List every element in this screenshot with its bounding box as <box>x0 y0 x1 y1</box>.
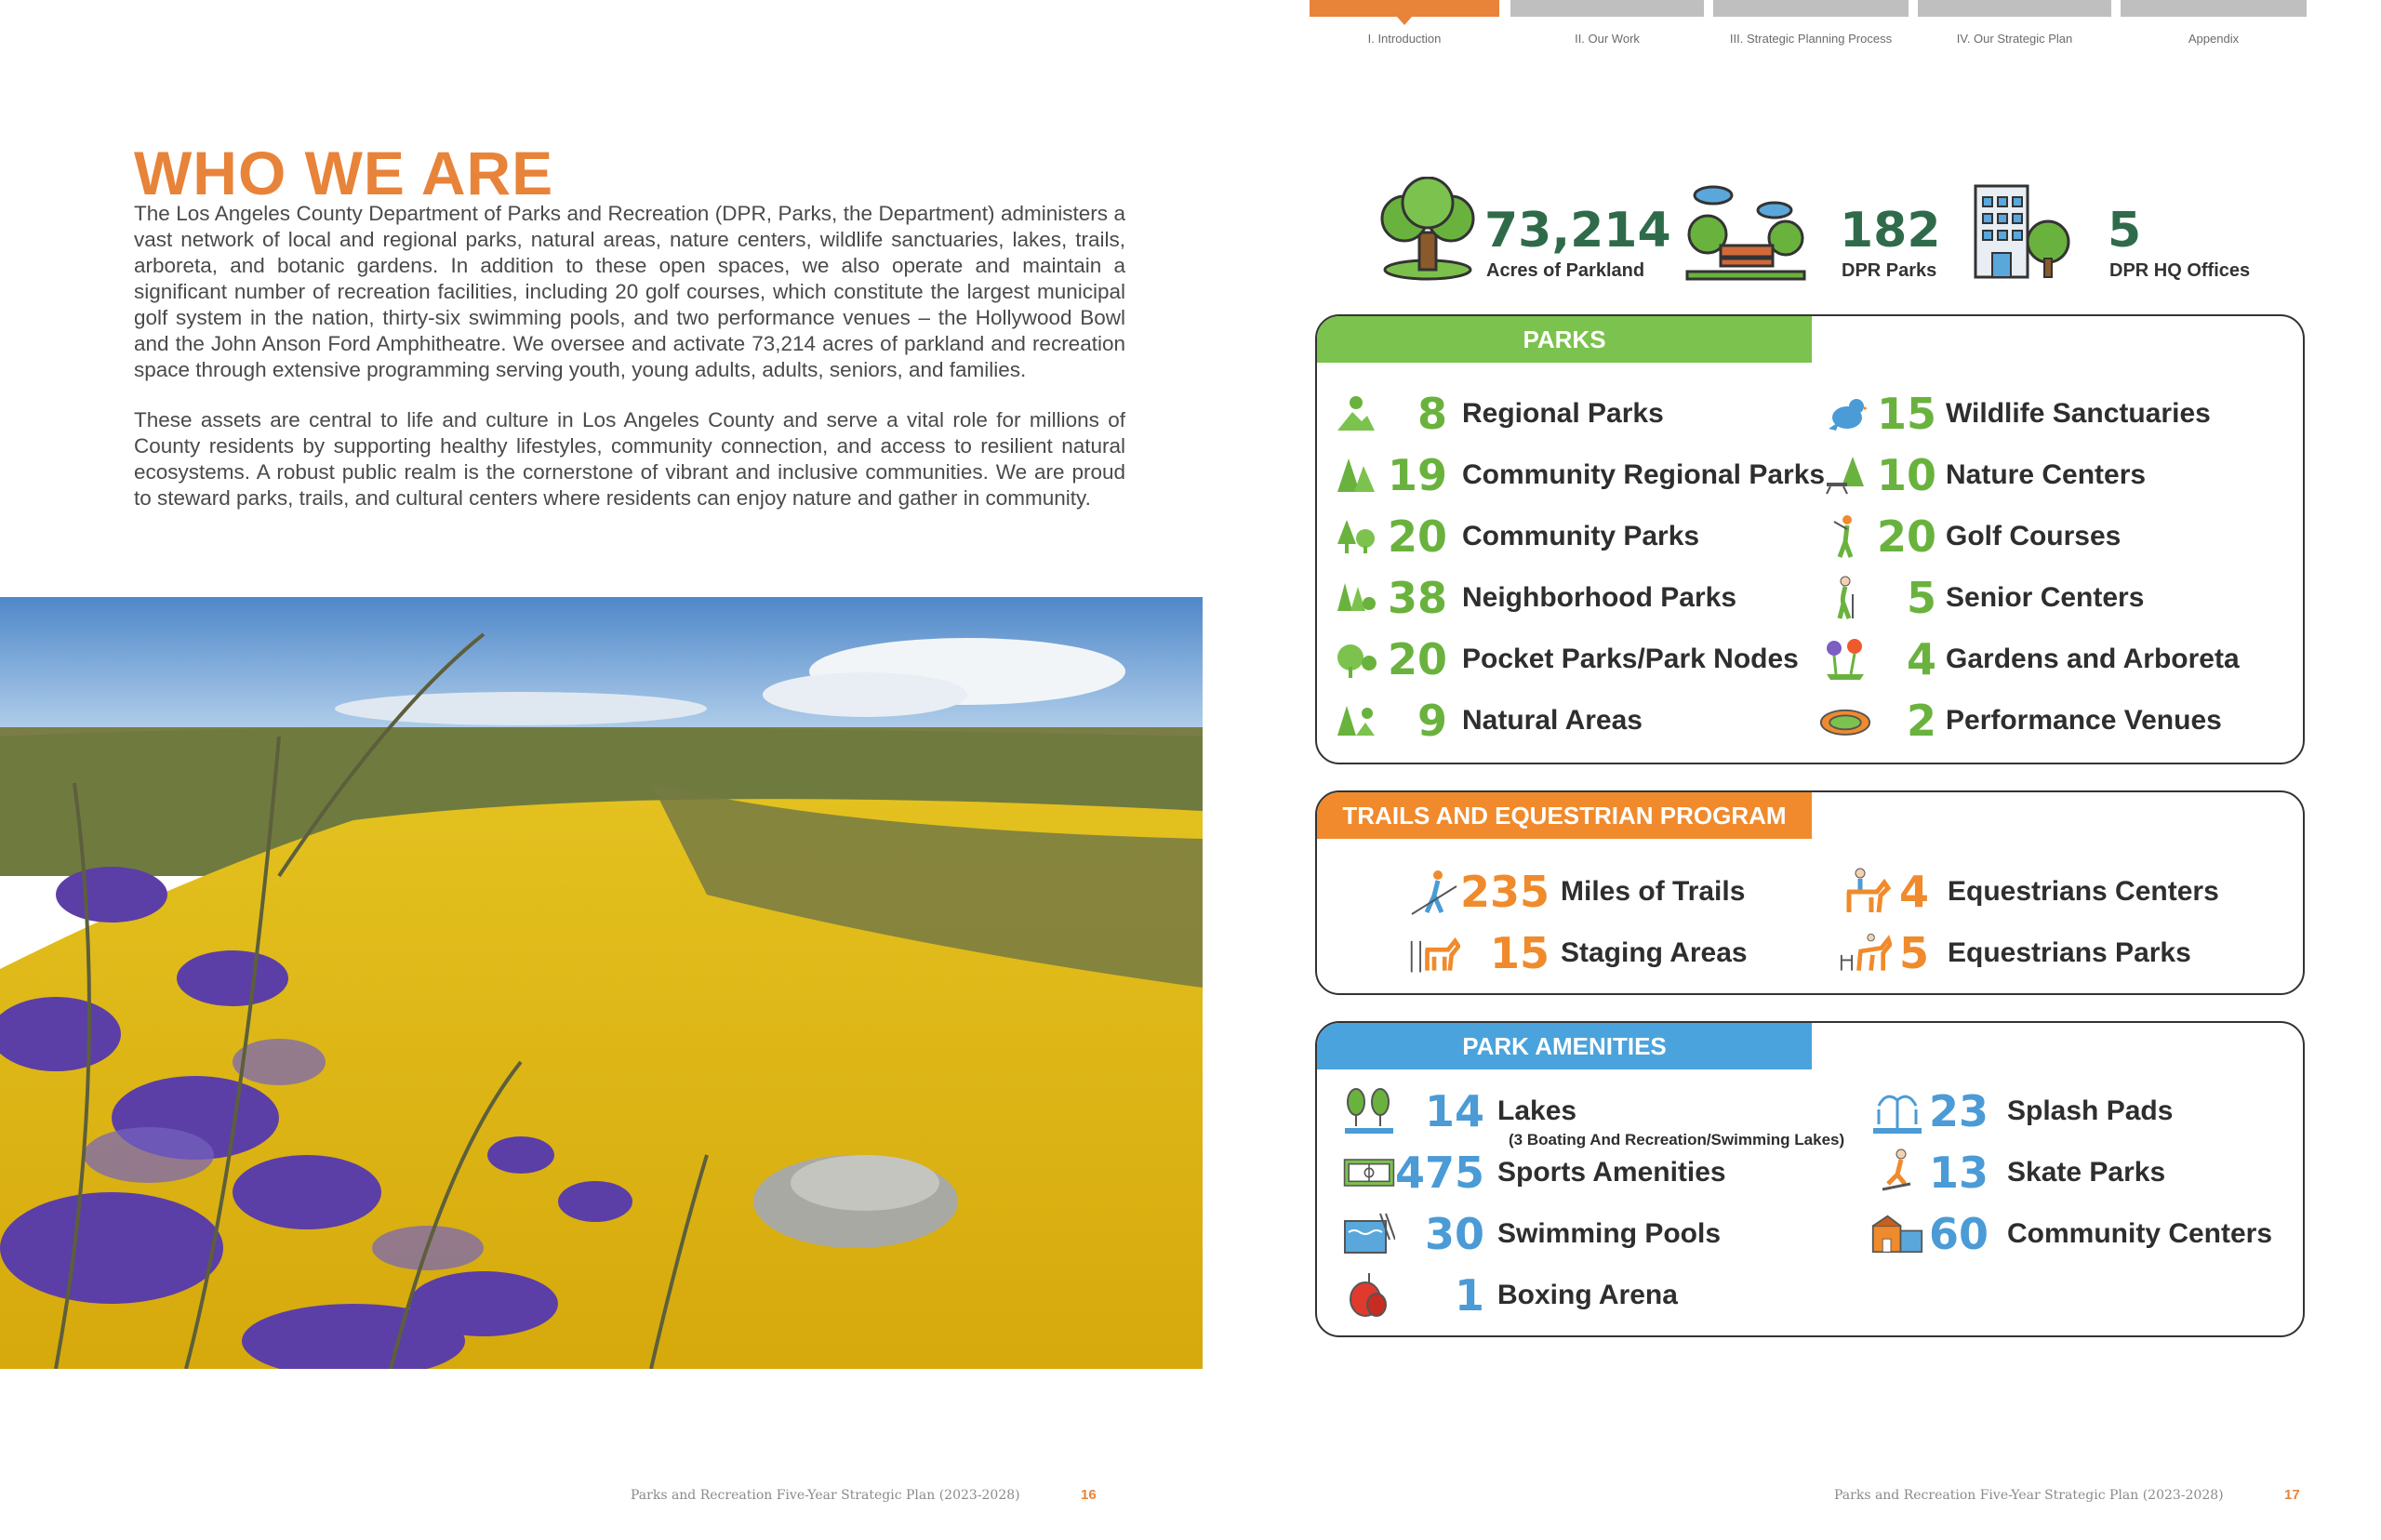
pine-trees-icon <box>1330 450 1382 500</box>
hiker-icon <box>1408 867 1460 917</box>
amenities-heading: PARK AMENITIES <box>1317 1023 1812 1069</box>
dpr-parks-value: 182 <box>1840 203 1941 259</box>
stat-neighborhood-parks: 38 Neighborhood Parks <box>1330 573 1736 623</box>
tree-icon <box>1377 177 1479 285</box>
stat-natural-areas: 9 Natural Areas <box>1330 696 1643 746</box>
horse-jump-icon <box>1840 928 1892 978</box>
acres-label: Acres of Parkland <box>1486 260 1645 281</box>
tab-introduction[interactable]: I. Introduction <box>1310 0 1499 45</box>
hq-offices-label: DPR HQ Offices <box>2109 260 2251 281</box>
trails-heading: TRAILS AND EQUESTRIAN PROGRAM <box>1317 792 1812 839</box>
intro-paragraph-2: These assets are central to life and culture in Los Angeles County and serve a vital role for millions of County residents by supporting healthy lifestyles, community connection, and access to resilient natural ecosystems. A robust public realm is the cornerstone of vibrant and inclusive communities. We are proud to steward parks, trails, and cultural centers where residents can enjoy nature and gather in community. <box>134 408 1125 510</box>
small-trees-icon <box>1330 634 1382 684</box>
page-title: WHO WE ARE <box>134 139 554 207</box>
stat-splash-pads: 23 Splash Pads <box>1871 1086 2173 1136</box>
stat-performance-venues: 2 Performance Venues <box>1819 696 2222 746</box>
stat-community-centers: 60 Community Centers <box>1871 1209 2272 1259</box>
senior-icon <box>1819 573 1871 623</box>
amenities-box <box>1315 1021 2305 1337</box>
office-building-icon <box>1970 177 2074 285</box>
stat-nature-centers: 10 Nature Centers <box>1819 450 2146 500</box>
footer-left-text: Parks and Recreation Five-Year Strategic Plan (2023-2028) <box>631 1488 1020 1503</box>
amphitheatre-icon <box>1819 696 1871 746</box>
trees-icon <box>1330 511 1382 562</box>
page-number-right: 17 <box>2284 1487 2300 1503</box>
sports-field-icon <box>1343 1148 1395 1198</box>
active-tab-arrow-icon <box>1397 17 1412 25</box>
pool-icon <box>1343 1209 1395 1259</box>
stat-wildlife-sanctuaries: 15 Wildlife Sanctuaries <box>1819 389 2211 439</box>
flowers-icon <box>1819 634 1871 684</box>
acres-value: 73,214 <box>1484 203 1671 259</box>
park-bench-icon <box>1685 177 1806 285</box>
stat-equestrian-centers: 4 Equestrians Centers <box>1840 867 2219 917</box>
community-center-icon <box>1871 1209 1923 1259</box>
mountain-sun-icon <box>1330 389 1382 439</box>
stat-staging-areas: 15 Staging Areas <box>1408 928 1748 978</box>
hq-offices-value: 5 <box>2108 203 2142 259</box>
boxing-gloves-icon <box>1343 1270 1395 1321</box>
lakes-note: (3 Boating And Recreation/Swimming Lakes) <box>1509 1131 1845 1148</box>
fountain-icon <box>1871 1086 1923 1136</box>
stat-pocket-parks: 20 Pocket Parks/Park Nodes <box>1330 634 1799 684</box>
stat-senior-centers: 5 Senior Centers <box>1819 573 2144 623</box>
stat-golf-courses: 20 Golf Courses <box>1819 511 2121 562</box>
skater-icon <box>1871 1148 1923 1198</box>
stat-community-regional-parks: 19 Community Regional Parks <box>1330 450 1825 500</box>
trails-box <box>1315 790 2305 995</box>
parks-heading: PARKS <box>1317 316 1812 363</box>
footer-right-text: Parks and Recreation Five-Year Strategic Plan (2023-2028) <box>1834 1488 2224 1503</box>
rider-icon <box>1840 867 1892 917</box>
bird-icon <box>1819 389 1871 439</box>
stat-swimming-pools: 30 Swimming Pools <box>1343 1209 1721 1259</box>
golfer-icon <box>1819 511 1871 562</box>
stat-equestrian-parks: 5 Equestrians Parks <box>1840 928 2191 978</box>
parks-box <box>1315 314 2305 764</box>
tab-strategic-planning-process[interactable]: III. Strategic Planning Process <box>1713 0 1909 45</box>
stat-gardens-arboreta: 4 Gardens and Arboreta <box>1819 634 2240 684</box>
wildflower-photo <box>0 597 1203 1369</box>
nature-icon <box>1330 696 1382 746</box>
horse-icon <box>1408 928 1460 978</box>
page-number-left: 16 <box>1081 1487 1097 1503</box>
picnic-tree-icon <box>1819 450 1871 500</box>
intro-paragraph-1: The Los Angeles County Department of Parks and Recreation (DPR, Parks, the Department) administers a vast network of local and regional parks, natural areas, nature centers, wildlife sanctuaries, lakes, trails, arboreta, and botanic gardens. In addition to these open spaces, we also operate and maintain a significant number of recreation facilities, including 20 golf courses, which constitute the largest municipal golf system in the nation, thirty-six swimming pools, and two performance venues – the Hollywood Bowl and the John Anson Ford Amphitheatre. We oversee and activate 73,214 acres of parkland and recreation space through extensive programming serving youth, young adults, adults, seniors, and families. <box>134 202 1125 381</box>
stat-lakes: 14 Lakes <box>1343 1086 1576 1136</box>
stat-community-parks: 20 Community Parks <box>1330 511 1699 562</box>
stat-miles-of-trails: 235 Miles of Trails <box>1408 867 1745 917</box>
tab-our-work[interactable]: II. Our Work <box>1510 0 1704 45</box>
stat-skate-parks: 13 Skate Parks <box>1871 1148 2165 1198</box>
dpr-parks-label: DPR Parks <box>1842 260 1937 281</box>
stat-regional-parks: 8 Regional Parks <box>1330 389 1664 439</box>
tab-appendix[interactable]: Appendix <box>2121 0 2307 45</box>
forest-icon <box>1330 573 1382 623</box>
lake-trees-icon <box>1343 1086 1395 1136</box>
stat-sports-amenities: 475 Sports Amenities <box>1343 1148 1726 1198</box>
stat-boxing-arena: 1 Boxing Arena <box>1343 1270 1678 1321</box>
tab-our-strategic-plan[interactable]: IV. Our Strategic Plan <box>1918 0 2111 45</box>
